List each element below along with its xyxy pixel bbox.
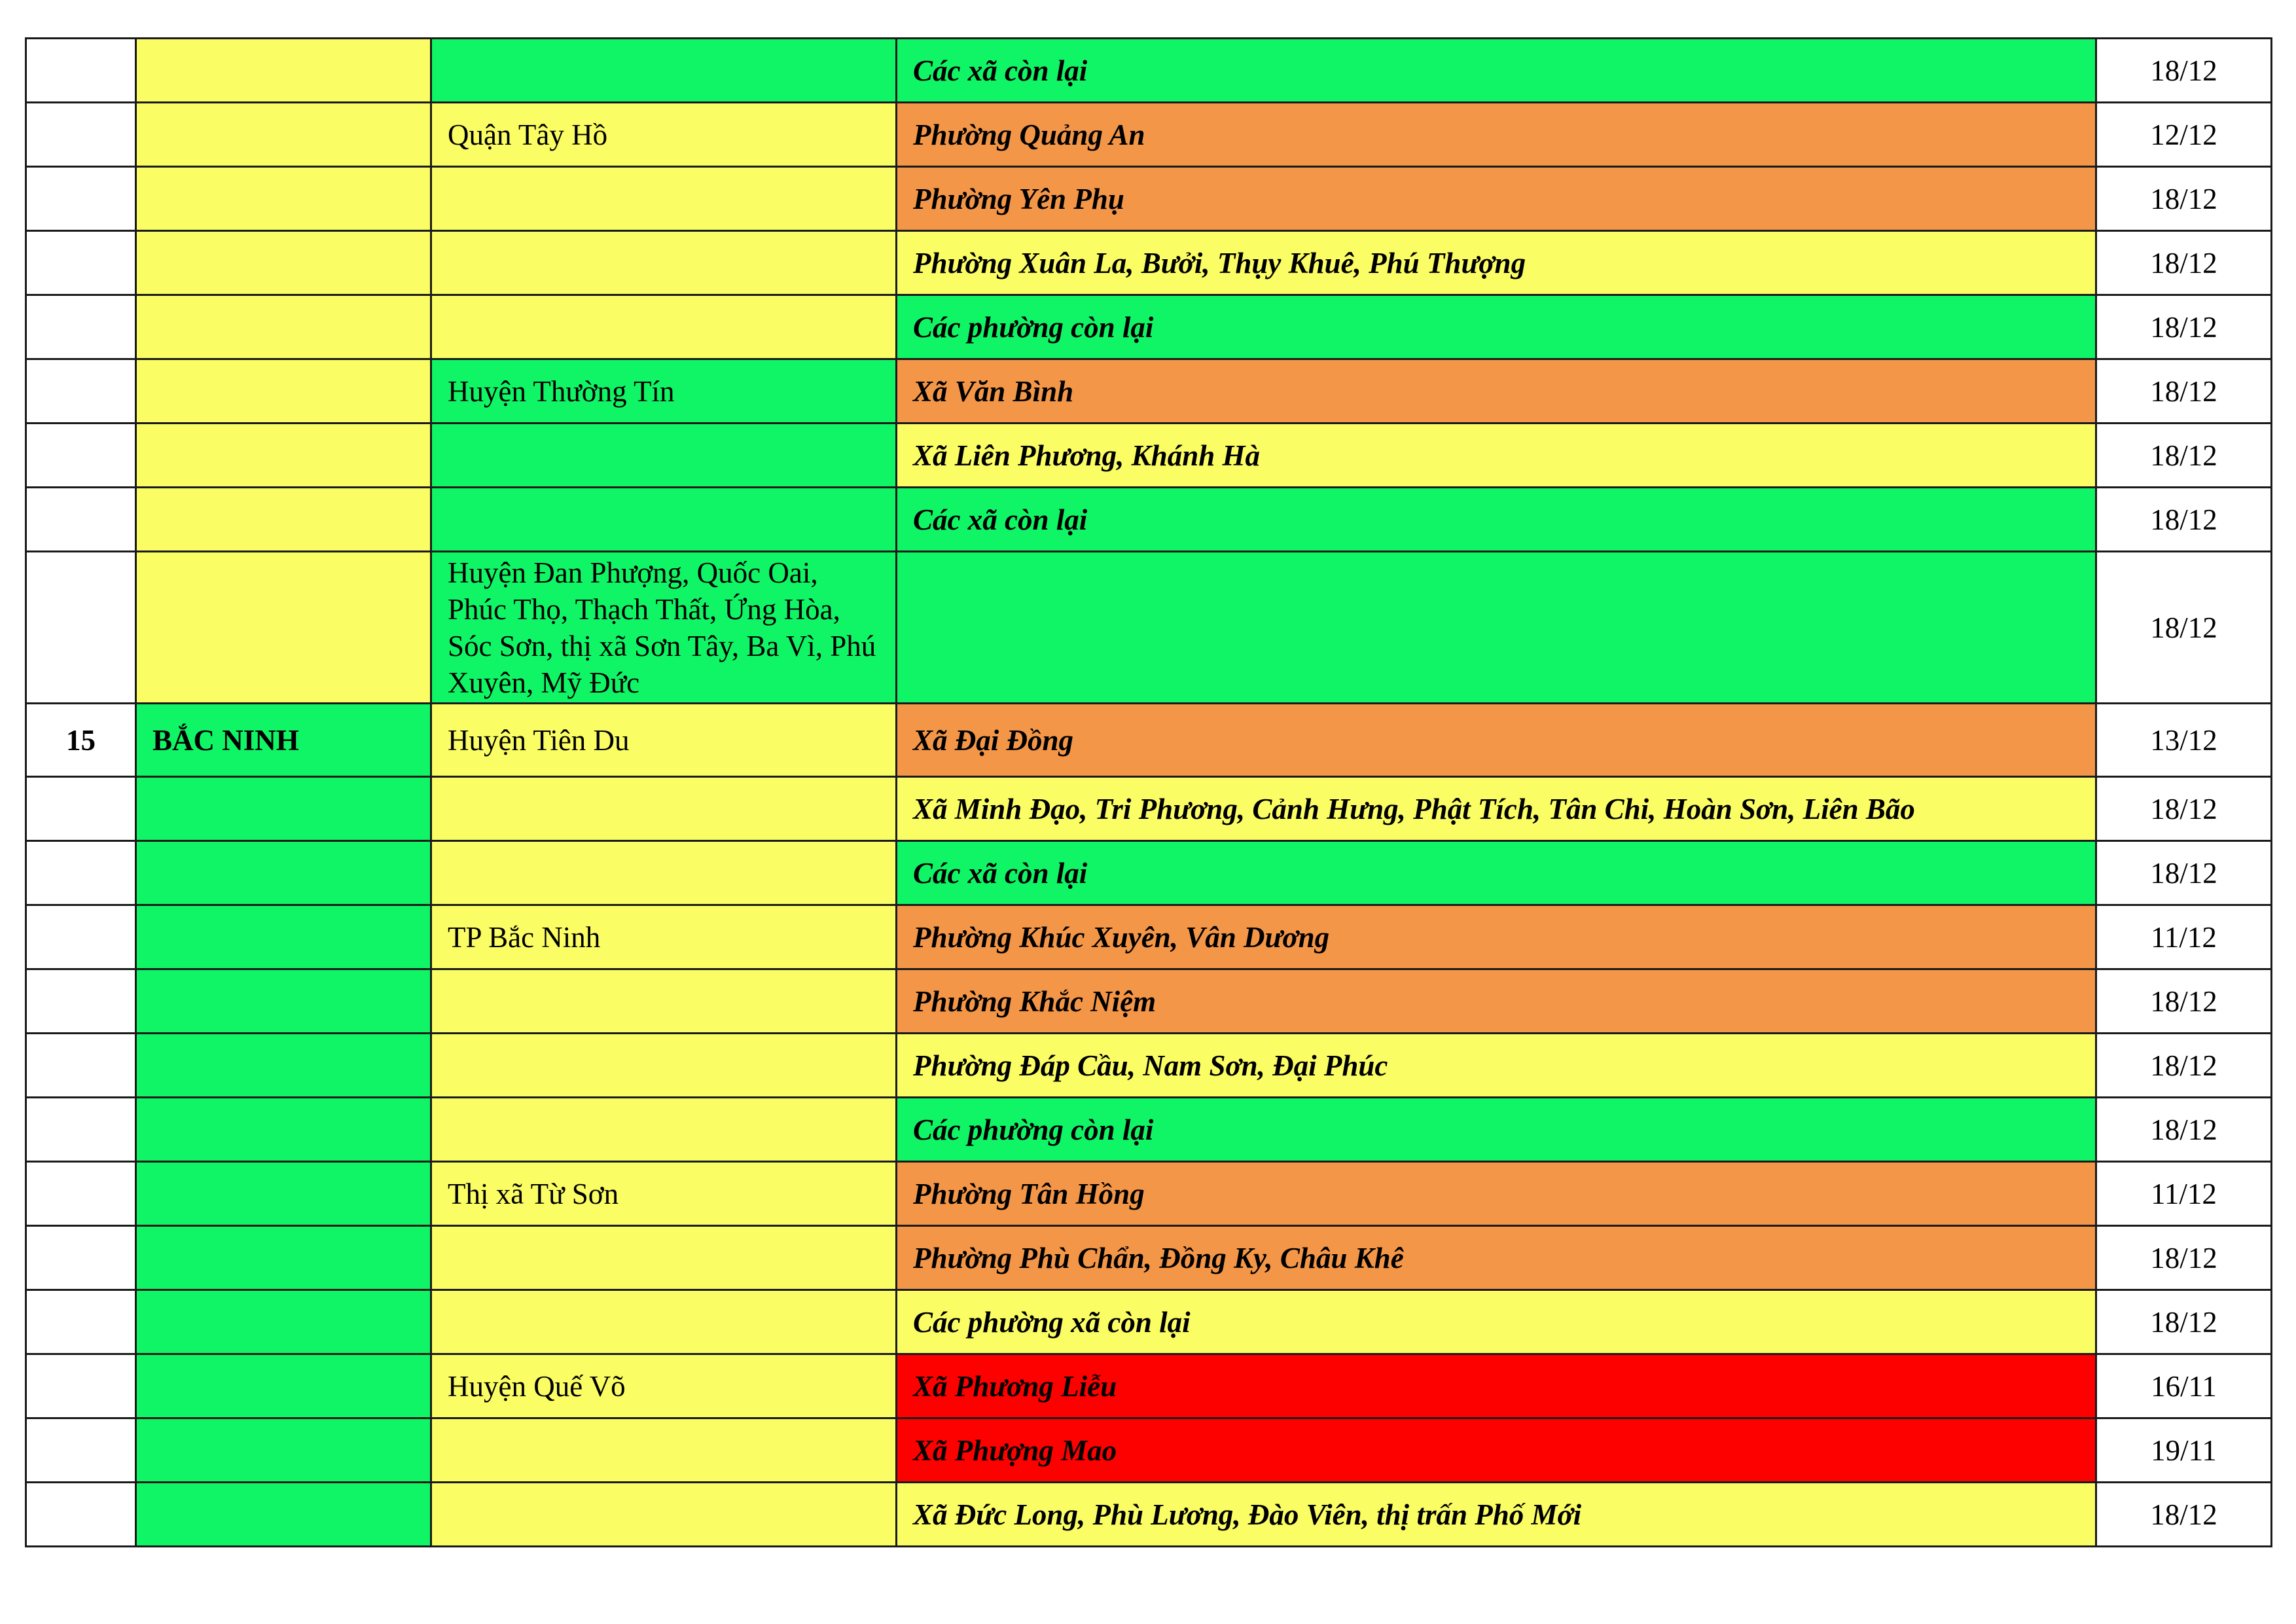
district-cell (431, 424, 897, 488)
district-cell (431, 39, 897, 103)
table-row (26, 167, 2272, 231)
table-row (26, 969, 2272, 1034)
risk-level-table (25, 37, 2272, 1547)
table-row (26, 1483, 2272, 1547)
ward-cell: Các xã còn lại (897, 488, 2096, 552)
row-number-cell (26, 424, 136, 488)
ward-cell: Các xã còn lại (897, 39, 2096, 103)
district-cell (431, 841, 897, 905)
date-cell: 11/12 (2096, 1162, 2272, 1226)
district-cell: TP Bắc Ninh (431, 905, 897, 969)
row-number-cell (26, 39, 136, 103)
province-cell (136, 295, 431, 359)
ward-cell: Các phường còn lại (897, 295, 2096, 359)
table-row (26, 1098, 2272, 1162)
province-cell (136, 1034, 431, 1098)
date-cell: 18/12 (2096, 424, 2272, 488)
province-cell (136, 1098, 431, 1162)
row-number-cell (26, 488, 136, 552)
table-row (26, 1354, 2272, 1418)
district-cell (431, 777, 897, 841)
ward-cell: Các xã còn lại (897, 841, 2096, 905)
date-cell: 18/12 (2096, 1290, 2272, 1354)
district-cell: Huyện Đan Phượng, Quốc Oai, Phúc Thọ, Thạch Thất, Ứng Hòa, Sóc Sơn, thị xã Sơn Tây, Ba Vì, Phú Xuyên, Mỹ Đức (431, 552, 897, 704)
date-cell: 18/12 (2096, 167, 2272, 231)
ward-cell: Các phường xã còn lại (897, 1290, 2096, 1354)
province-cell (136, 39, 431, 103)
row-number-cell (26, 167, 136, 231)
date-cell: 18/12 (2096, 231, 2272, 295)
date-cell: 18/12 (2096, 1483, 2272, 1547)
date-cell: 18/12 (2096, 1098, 2272, 1162)
ward-cell: Phường Khắc Niệm (897, 969, 2096, 1034)
ward-cell: Xã Đại Đồng (897, 704, 2096, 777)
ward-cell: Phường Phù Chẩn, Đồng Ky, Châu Khê (897, 1226, 2096, 1290)
row-number-cell (26, 1098, 136, 1162)
district-cell: Quận Tây Hồ (431, 103, 897, 167)
district-cell (431, 231, 897, 295)
table-row (26, 1162, 2272, 1226)
province-cell (136, 424, 431, 488)
row-number-cell (26, 231, 136, 295)
ward-cell (897, 552, 2096, 704)
date-cell: 18/12 (2096, 295, 2272, 359)
row-number-cell: 15 (26, 704, 136, 777)
ward-cell: Phường Đáp Cầu, Nam Sơn, Đại Phúc (897, 1034, 2096, 1098)
province-cell (136, 841, 431, 905)
district-cell (431, 969, 897, 1034)
date-cell: 18/12 (2096, 777, 2272, 841)
table-row (26, 1418, 2272, 1483)
province-cell (136, 103, 431, 167)
table-body (26, 39, 2272, 1547)
ward-cell: Xã Văn Bình (897, 359, 2096, 424)
district-cell (431, 1098, 897, 1162)
row-number-cell (26, 1034, 136, 1098)
table-row (26, 1290, 2272, 1354)
district-cell: Huyện Tiên Du (431, 704, 897, 777)
row-number-cell (26, 777, 136, 841)
row-number-cell (26, 295, 136, 359)
date-cell: 16/11 (2096, 1354, 2272, 1418)
date-cell: 18/12 (2096, 552, 2272, 704)
ward-cell: Xã Phượng Mao (897, 1418, 2096, 1483)
table-row (26, 295, 2272, 359)
row-number-cell (26, 1226, 136, 1290)
row-number-cell (26, 1483, 136, 1547)
row-number-cell (26, 1162, 136, 1226)
table-row (26, 777, 2272, 841)
table-row (26, 488, 2272, 552)
district-cell (431, 1418, 897, 1483)
province-cell (136, 359, 431, 424)
ward-cell: Xã Đức Long, Phù Lương, Đào Viên, thị trấn Phố Mới (897, 1483, 2096, 1547)
province-cell (136, 1483, 431, 1547)
date-cell: 18/12 (2096, 1226, 2272, 1290)
date-cell: 18/12 (2096, 969, 2272, 1034)
row-number-cell (26, 103, 136, 167)
district-cell: Thị xã Từ Sơn (431, 1162, 897, 1226)
district-cell: Huyện Quế Võ (431, 1354, 897, 1418)
row-number-cell (26, 1354, 136, 1418)
ward-cell: Phường Khúc Xuyên, Vân Dương (897, 905, 2096, 969)
table-row (26, 1226, 2272, 1290)
table-row (26, 704, 2272, 777)
province-cell (136, 1226, 431, 1290)
date-cell: 18/12 (2096, 1034, 2272, 1098)
table-row (26, 231, 2272, 295)
district-cell (431, 167, 897, 231)
date-cell: 12/12 (2096, 103, 2272, 167)
table-row (26, 841, 2272, 905)
table-row (26, 552, 2272, 704)
date-cell: 11/12 (2096, 905, 2272, 969)
ward-cell: Phường Xuân La, Bưởi, Thụy Khuê, Phú Thượng (897, 231, 2096, 295)
ward-cell: Xã Minh Đạo, Tri Phương, Cảnh Hưng, Phật Tích, Tân Chi, Hoàn Sơn, Liên Bão (897, 777, 2096, 841)
table-row (26, 359, 2272, 424)
province-cell (136, 167, 431, 231)
province-cell: BẮC NINH (136, 704, 431, 777)
ward-cell: Các phường còn lại (897, 1098, 2096, 1162)
row-number-cell (26, 359, 136, 424)
date-cell: 19/11 (2096, 1418, 2272, 1483)
date-cell: 18/12 (2096, 841, 2272, 905)
date-cell: 18/12 (2096, 39, 2272, 103)
district-cell: Huyện Thường Tín (431, 359, 897, 424)
ward-cell: Xã Liên Phương, Khánh Hà (897, 424, 2096, 488)
district-cell (431, 1034, 897, 1098)
district-cell (431, 1290, 897, 1354)
table-row (26, 39, 2272, 103)
table-row (26, 424, 2272, 488)
row-number-cell (26, 969, 136, 1034)
row-number-cell (26, 1290, 136, 1354)
row-number-cell (26, 841, 136, 905)
province-cell (136, 1290, 431, 1354)
province-cell (136, 1162, 431, 1226)
ward-cell: Phường Quảng An (897, 103, 2096, 167)
province-cell (136, 231, 431, 295)
district-cell (431, 1226, 897, 1290)
date-cell: 18/12 (2096, 359, 2272, 424)
date-cell: 13/12 (2096, 704, 2272, 777)
ward-cell: Phường Tân Hồng (897, 1162, 2096, 1226)
province-cell (136, 969, 431, 1034)
province-cell (136, 552, 431, 704)
row-number-cell (26, 905, 136, 969)
row-number-cell (26, 1418, 136, 1483)
row-number-cell (26, 552, 136, 704)
date-cell: 18/12 (2096, 488, 2272, 552)
province-cell (136, 777, 431, 841)
ward-cell: Xã Phương Liễu (897, 1354, 2096, 1418)
district-cell (431, 1483, 897, 1547)
district-cell (431, 295, 897, 359)
province-cell (136, 488, 431, 552)
ward-cell: Phường Yên Phụ (897, 167, 2096, 231)
table-row (26, 1034, 2272, 1098)
province-cell (136, 1354, 431, 1418)
table-row (26, 905, 2272, 969)
table-row (26, 103, 2272, 167)
province-cell (136, 905, 431, 969)
province-cell (136, 1418, 431, 1483)
district-cell (431, 488, 897, 552)
